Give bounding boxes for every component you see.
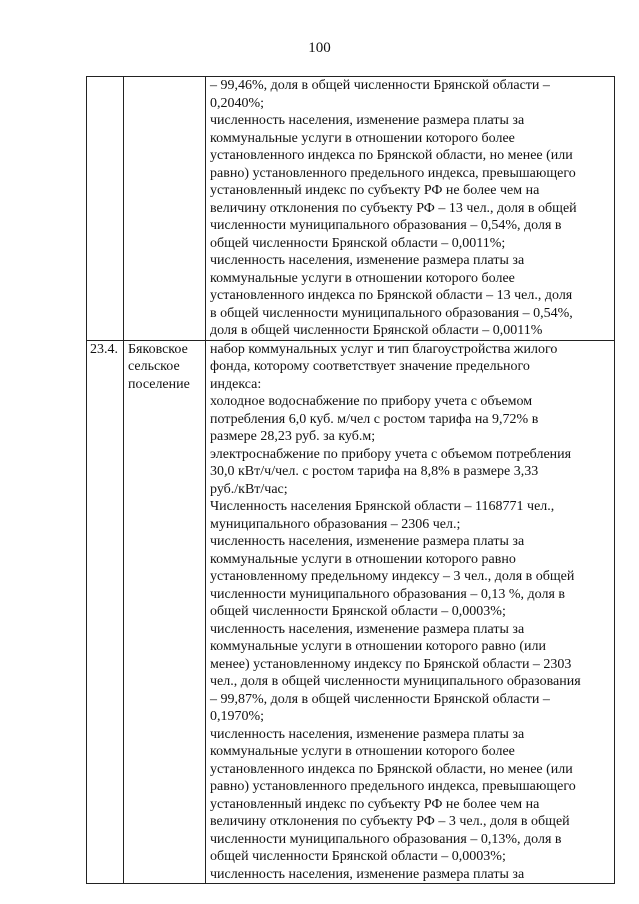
description-line: 0,1970%; [210,709,265,724]
description-line: руб./кВт/час; [210,481,288,497]
description-line: коммунальные услуги в отношении которого равно [210,551,516,567]
description-line: коммунальные услуги в отношении которого более [210,270,515,286]
description-line: установленного индекса по Брянской области, но менее (или [210,148,573,163]
description-line: чел., доля в общей численности муниципального образования [210,674,581,689]
description-line: фонда, которому соответствует значение предельного [210,359,530,374]
description-line: потребления 6,0 куб. м/чел с ростом тарифа на 9,72% в [210,411,539,427]
row-number-cell: 23.4. [87,340,124,884]
description-line: численность населения, изменение размера платы за [210,534,525,549]
description-line: численности муниципального образования – 0,13%, доля в [210,831,562,847]
description-line: коммунальные услуги в отношении которого более [210,744,515,759]
description-line: численности муниципального образования – 0,13 %, доля в [210,586,566,602]
document-table [86,76,615,884]
municipality-name-line: сельское [128,359,180,374]
description-line: 30,0 кВт/ч/чел. с ростом тарифа на 8,8% в размере 3,33 [210,464,539,479]
description-line: 0,2040%; [210,95,265,111]
description-cell [206,77,615,341]
description-line: численности муниципального образования – 0,54%, доля в [210,218,562,233]
description-line: установленный индекс по субъекту РФ не более чем на [210,796,540,812]
description-line: общей численности Брянской области – 0,0003%; [210,849,506,864]
description-line: установленного индекса по Брянской области – 13 чел., доля [210,288,573,303]
description-line: муниципального образования – 2306 чел.; [210,516,461,532]
description-line: – 99,87%, доля в общей численности Брянской области – [210,691,550,707]
description-line: равно) установленного предельного индекса, превышающего [210,779,576,794]
table-body [87,77,615,884]
description-line: в общей численности муниципального образования – 0,54%, [210,305,573,321]
description-line: коммунальные услуги в отношении которого более [210,130,515,146]
description-line: набор коммунальных услуг и тип благоустройства жилого [210,341,558,357]
municipality-name-line: Бяковское [128,341,188,357]
table-row [87,340,615,884]
description-line: равно) установленного предельного индекса, превышающего [210,165,576,181]
municipality-name-line: поселение [128,376,190,392]
description-line: Численность населения Брянской области – 1168771 чел., [210,499,555,514]
municipality-name-cell [124,77,206,341]
description-line: численность населения, изменение размера платы за [210,866,525,882]
description-line: электроснабжение по прибору учета с объемом потребления [210,446,572,462]
row-number-cell [87,77,124,341]
description-line: общей численности Брянской области – 0,0003%; [210,604,506,619]
description-line: менее) установленному индексу по Брянской области – 2303 [210,656,572,672]
table-row [87,77,615,341]
description-line: – 99,46%, доля в общей численности Брянской области – [210,78,550,93]
description-line: величину отклонения по субъекту РФ – 13 чел., доля в общей [210,200,577,216]
description-line: установленного индекса по Брянской области, но менее (или [210,761,573,777]
description-line: численность населения, изменение размера платы за [210,253,525,268]
description-line: индекса: [210,376,262,392]
description-cell [206,340,615,884]
description-line: численность населения, изменение размера платы за [210,113,525,128]
description-line: доля в общей численности Брянской области – 0,0011% [210,323,543,338]
description-line: установленному предельному индексу – 3 чел., доля в общей [210,569,575,584]
description-line: установленный индекс по субъекту РФ не более чем на [210,183,540,198]
description-line: холодное водоснабжение по прибору учета с объемом [210,394,533,409]
description-line: величину отклонения по субъекту РФ – 3 чел., доля в общей [210,814,570,829]
description-line: коммунальные услуги в отношении которого равно (или [210,639,546,654]
page-number: 100 [308,40,331,56]
description-line: численность населения, изменение размера платы за [210,621,525,637]
description-line: численность населения, изменение размера платы за [210,726,525,742]
description-line: общей численности Брянской области – 0,0011%; [210,235,506,251]
description-line: размере 28,23 руб. за куб.м; [210,429,376,444]
municipality-name-cell [124,340,206,884]
